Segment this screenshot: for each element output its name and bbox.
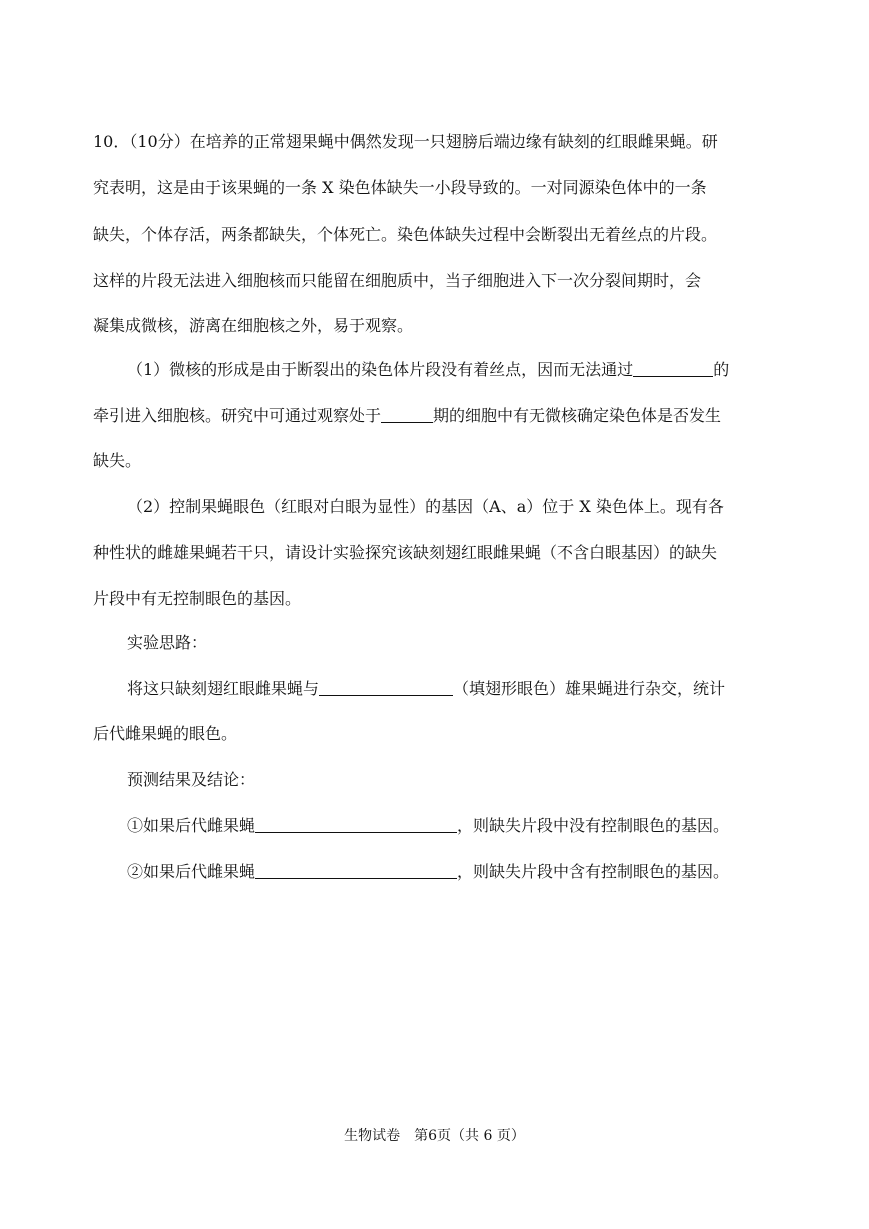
intro-line-4: 这样的片段无法进入细胞核而只能留在细胞质中，当子细胞进入下一次分裂间期时，会 — [93, 271, 702, 290]
idea-line1-suffix: （填翅形眼色）雄果蝇进行杂交，统计 — [453, 679, 726, 698]
idea-line1-text: 将这只缺刻翅红眼雌果蝇与 — [127, 679, 320, 698]
result2-text: ②如果后代雌果蝇 — [127, 862, 256, 881]
intro-line-5: 凝集成微核，游离在细胞核之外，易于观察。 — [93, 316, 414, 335]
answer-blank-phase[interactable] — [381, 406, 433, 423]
result-line-1 — [127, 816, 729, 836]
experiment-idea-line-2: 后代雌果蝇的眼色。 — [93, 724, 238, 743]
experiment-idea-label: 实验思路： — [127, 633, 208, 652]
part1-line1-text: （1）微核的形成是由于断裂出的染色体片段没有着丝点，因而无法通过 — [127, 360, 634, 379]
experiment-idea-line-1 — [127, 679, 725, 699]
result2-suffix: ，则缺失片段中含有控制眼色的基因。 — [457, 862, 730, 881]
part1-line2-text: 牵引进入细胞核。研究中可通过观察处于 — [93, 406, 382, 425]
part1-line2-suffix: 期的细胞中有无微核确定染色体是否发生 — [433, 406, 722, 425]
part1-line-3: 缺失。 — [93, 451, 142, 470]
intro-line-2: 究表明，这是由于该果蝇的一条 X 染色体缺失一小段导致的。一对同源染色体中的一条 — [93, 178, 707, 197]
part2-line-2: 种性状的雌雄果蝇若干只，请设计实验探究该缺刻翅红眼雌果蝇（不含白眼基因）的缺失 — [93, 543, 718, 562]
answer-blank-result-1[interactable] — [255, 816, 457, 833]
prediction-label: 预测结果及结论： — [127, 770, 256, 789]
intro-line-1: 10．（10分）在培养的正常翅果蝇中偶然发现一只翅膀后端边缘有缺刻的红眼雌果蝇。研 — [93, 132, 718, 151]
intro-line-3: 缺失，个体存活，两条都缺失，个体死亡。染色体缺失过程中会断裂出无着丝点的片段。 — [93, 225, 718, 244]
part1-line1-suffix: 的 — [713, 360, 730, 379]
answer-blank-male-type[interactable] — [319, 679, 453, 696]
part2-line-3: 片段中有无控制眼色的基因。 — [93, 589, 302, 608]
part2-line-1: （2）控制果蝇眼色（红眼对白眼为显性）的基因（A、a）位于 X 染色体上。现有各 — [127, 497, 724, 516]
answer-blank-spindle[interactable] — [633, 360, 713, 377]
part1-line-2 — [93, 406, 721, 426]
part1-line-1 — [127, 360, 729, 380]
answer-blank-result-2[interactable] — [255, 862, 457, 879]
page-footer: 生物试卷 第6页（共 6 页） — [344, 1128, 525, 1144]
result1-suffix: ，则缺失片段中没有控制眼色的基因。 — [457, 816, 730, 835]
result-line-2 — [127, 862, 729, 882]
result1-text: ①如果后代雌果蝇 — [127, 816, 256, 835]
